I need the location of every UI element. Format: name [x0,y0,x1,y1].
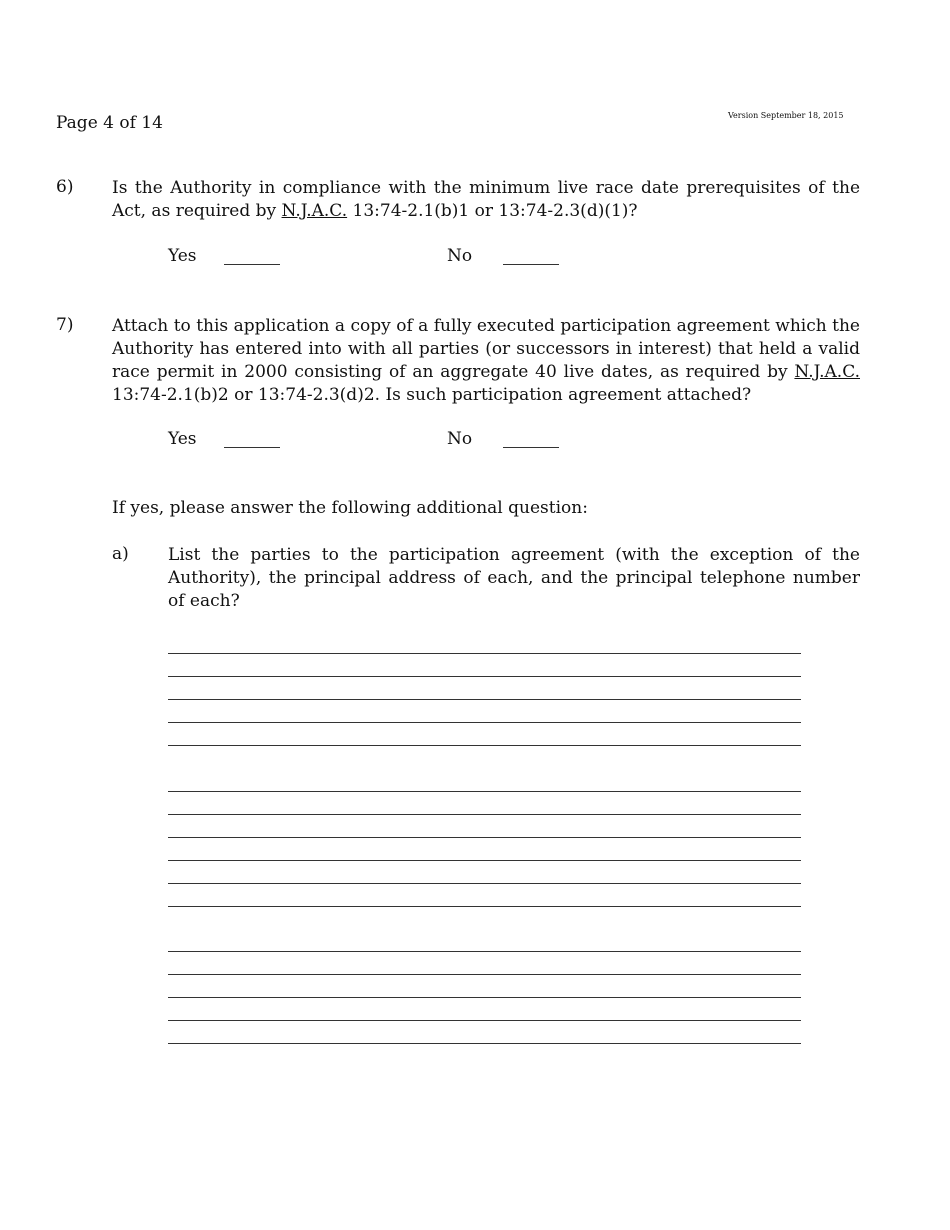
answer-line[interactable] [168,722,801,723]
answer-line[interactable] [168,883,801,884]
page-number: Page 4 of 14 [56,113,163,133]
answer-line[interactable] [168,676,801,677]
question-7-text-start: Attach to this application a copy of a fully executed participation agreement which the Authority has entered into with all parties (or successors in interest) that held a valid race permit in 2000 consisting of an aggregate 40 live dates, as required by [112,316,860,382]
question-6-no-label: No [447,246,473,266]
question-7-no-blank[interactable] [503,447,559,448]
answer-line[interactable] [168,906,801,907]
question-7-citation: N.J.A.C. [794,362,860,382]
question-7-text-end: 13:74-2.1(b)2 or 13:74-2.3(d)2. Is such participation agreement attached? [112,385,752,405]
answer-line[interactable] [168,974,801,975]
question-6-no-blank[interactable] [503,264,559,265]
answer-line[interactable] [168,1043,801,1044]
question-7a-label: a) [112,544,129,564]
question-6-yes-label: Yes [168,246,197,266]
answer-line[interactable] [168,699,801,700]
answer-line[interactable] [168,653,801,654]
question-6-citation: N.J.A.C. [281,201,348,221]
answer-line[interactable] [168,745,801,746]
version-date: Version September 18, 2015 [728,111,844,120]
question-6-text [112,177,860,223]
question-7-no-label: No [447,429,473,449]
answer-line[interactable] [168,837,801,838]
question-6-text-end: 13:74-2.1(b)1 or 13:74-2.3(d)(1)? [347,201,638,221]
followup-instruction: If yes, please answer the following additional question: [112,498,588,518]
answer-line[interactable] [168,791,801,792]
question-6-number: 6) [56,177,74,197]
question-6-yes-blank[interactable] [224,264,280,265]
answer-line[interactable] [168,997,801,998]
question-7a-text: List the parties to the participation agreement (with the exception of the Authority), the principal address of each, and the principal telephone number of each? [168,545,860,611]
question-7-yes-label: Yes [168,429,197,449]
answer-line[interactable] [168,1020,801,1021]
question-6-text-start: Is the Authority in compliance with the minimum live race date prerequisites of the Act, as required by [112,178,860,221]
question-7-yes-blank[interactable] [224,447,280,448]
question-7-text [112,315,860,407]
answer-line[interactable] [168,860,801,861]
question-7-number: 7) [56,315,74,335]
answer-line[interactable] [168,814,801,815]
answer-line[interactable] [168,951,801,952]
